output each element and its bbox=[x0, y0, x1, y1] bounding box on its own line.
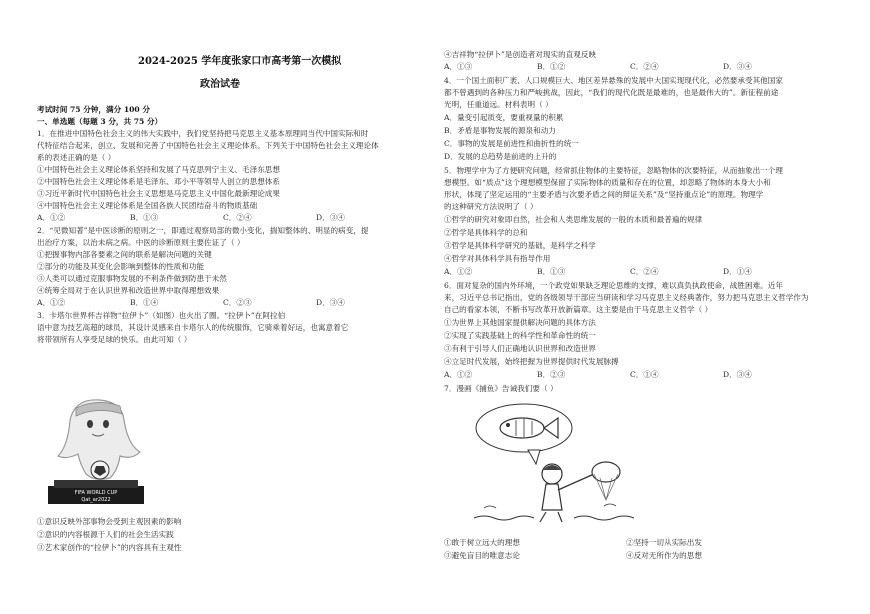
q5-option-b[interactable]: B．①③ bbox=[537, 267, 566, 276]
q1-item: ②中国特色社会主义理论体系是毛泽东、邓小平等领导人创立的思想体系 bbox=[37, 177, 280, 186]
q5-item: ②哲学是具体科学的总和 bbox=[444, 228, 528, 237]
q1-stem-line: 1．在推进中国特色社会主义的伟大实践中，我们党坚持把马克思主义基本原理同当代中国实际和时 bbox=[37, 129, 369, 138]
q5-stem-line: 的这种研究方法说明了（ ） bbox=[444, 202, 538, 211]
q5-stem-line: 想模型。如“质点”这个理想模型保留了实际物体的质量和存在的位置，却忽略了物体的本身大小和 bbox=[444, 178, 771, 187]
q1-stem-line: 系的表述正确的是（ ） bbox=[37, 153, 116, 162]
fishing-cartoon bbox=[454, 400, 644, 528]
q3-option-c[interactable]: C．②④ bbox=[630, 62, 659, 71]
q6-option-a[interactable]: A．①② bbox=[444, 370, 473, 379]
q2-item: ②部分的功能及其变化会影响到整体的性质和功能 bbox=[37, 262, 205, 271]
q4-option-b[interactable]: B．矛盾是事物发展的源泉和动力 bbox=[444, 126, 556, 135]
mascot-figure bbox=[40, 390, 160, 510]
q3-stem-line: 3．卡塔尔世界杯吉祥物“拉伊卜”（如图）也火出了圈。“拉伊卜”在阿拉伯 bbox=[37, 311, 286, 320]
man-body bbox=[542, 484, 562, 510]
q5-option-d[interactable]: D．①④ bbox=[723, 267, 752, 276]
q2-option-d[interactable]: D．③④ bbox=[316, 298, 345, 307]
q5-item: ①哲学的研究对象即自然，社会和人类思维发展的一般的本质和最普遍的规律 bbox=[444, 215, 703, 224]
q3-item: ②意识的内容根源于人们的社会生活实践 bbox=[37, 530, 174, 539]
q3-item: ④吉祥物“拉伊卜”是创造者对现实的直观反映 bbox=[444, 50, 597, 59]
q5-stem-line: 形状，体现了坚定运用的“主要矛盾与次要矛盾之间的辩证关系”及“坚持重点论”的原理。物理学 bbox=[444, 190, 764, 199]
fish-icon bbox=[500, 418, 544, 438]
q4-stem-line: 光明，任重道远。材料表明（ ） bbox=[444, 100, 553, 109]
q6-option-d[interactable]: D．③④ bbox=[723, 370, 752, 379]
man-legs bbox=[540, 512, 562, 522]
q3-option-b[interactable]: B．①② bbox=[537, 62, 566, 71]
q3-stem-line: 将带领所有人享受足球的快乐。由此可知（ ） bbox=[37, 335, 192, 344]
q7-stem: 7．漫画《捕鱼》告诫我们要（ ） bbox=[444, 384, 558, 393]
q3-option-a[interactable]: A．①③ bbox=[444, 62, 473, 71]
q3-item: ①意识反映外部事物会受到主观因素的影响 bbox=[37, 517, 182, 526]
q7-item: ①敢于树立远大的理想 bbox=[444, 538, 520, 547]
q6-stem-line: 6．面对复杂的国内外环境，一个政党如果缺乏理论思维的支撑，难以真负执政使命，战胜困难。近年 bbox=[444, 281, 783, 290]
exam-title: 2024-2025 学年度张家口市高考第一次模拟 bbox=[138, 56, 342, 67]
q6-stem-line: 来，习近平总书记指出，党的各级领导干部应当研读和学习马克思主义经典著作，努力把马克思主义哲学作为 bbox=[444, 293, 809, 302]
q3-item: ③艺术家创作的“拉伊卜”的内容具有主观性 bbox=[37, 543, 182, 552]
q3-option-d[interactable]: D．③④ bbox=[723, 62, 752, 71]
q6-option-c[interactable]: C．①④ bbox=[630, 370, 659, 379]
mascot-eye bbox=[87, 420, 93, 428]
q1-option-b[interactable]: B．①③ bbox=[130, 213, 159, 222]
section-heading: 一、单选题（每题 3 分，共 75 分） bbox=[37, 117, 163, 126]
q4-stem-line: 都不曾遇到的各种压力和严峻挑战，因此，“我们的现代化既是最难的，也是最伟大的”。新征程前途 bbox=[444, 88, 779, 97]
base-label-line2: Qat_ar2022 bbox=[81, 497, 111, 503]
q7-item: ③避免盲目的唯意志论 bbox=[444, 551, 520, 560]
q2-item: ①把握事物内部各要素之间的联系是解决问题的关键 bbox=[37, 250, 212, 259]
q1-item: ①中国特色社会主义理论体系坚持和发展了马克思列宁主义、毛泽东思想 bbox=[37, 165, 280, 174]
q5-item: ④哲学对具体科学具有指导作用 bbox=[444, 254, 551, 263]
exam-info: 考试时间 75 分钟，满分 100 分 bbox=[37, 105, 150, 114]
q2-option-c[interactable]: C．②③ bbox=[223, 298, 252, 307]
q6-item: ②实现了实践基础上的科学性和革命性的统一 bbox=[444, 331, 596, 340]
q7-item: ②坚持一切从实际出发 bbox=[626, 538, 702, 547]
q2-option-b[interactable]: B．①④ bbox=[130, 298, 159, 307]
q1-stem-line: 代特征结合起来，创立、发展和完善了中国特色社会主义理论体系。下列关于中国特色社会主义理论体 bbox=[37, 141, 379, 150]
q7-item: ④反对无所作为的思想 bbox=[626, 551, 702, 560]
q6-option-b[interactable]: B．②③ bbox=[537, 370, 566, 379]
mascot-base-top bbox=[54, 480, 138, 488]
q6-stem-line: 自己的看家本领，不断书写改革开放新篇章。这主要是由于马克思主义哲学（ ） bbox=[444, 305, 713, 314]
q2-item: ④统筹全局对于在认识世界和改造世界中取得理想效果 bbox=[37, 286, 220, 295]
q4-option-a[interactable]: A．量变引起质变，要重视量的积累 bbox=[444, 113, 564, 122]
q6-item: ③有利于引导人们正确地认识世界和改造世界 bbox=[444, 344, 596, 353]
q4-option-d[interactable]: D．发展的总趋势是前进的上升的 bbox=[444, 152, 557, 161]
base-label-line1: FIFA WORLD CUP bbox=[74, 490, 118, 496]
q4-stem-line: 4．一个国土面积广袤、人口规模巨大、地区差异悬殊的发展中大国实现现代化，必然要承受其他国家 bbox=[444, 76, 783, 85]
q5-option-c[interactable]: C．②④ bbox=[630, 267, 659, 276]
fish-eye bbox=[506, 423, 510, 427]
q1-item: ③习近平新时代中国特色社会主义思想是马克思主义中国化最新理论成果 bbox=[37, 189, 280, 198]
q2-stem-line: 出治疗方案，以治未病之病。中医的诊断原则主要佐证了（ ） bbox=[37, 238, 245, 247]
q2-item: ③人类可以通过克服事物发展的不利条件做到防患于未然 bbox=[37, 274, 227, 283]
q6-item: ④立足时代发展，始终把握为世界提供时代发展脉搏 bbox=[444, 357, 619, 366]
exam-subtitle: 政治试卷 bbox=[200, 79, 240, 90]
q5-option-a[interactable]: A．①② bbox=[444, 267, 473, 276]
q3-stem-line: 语中意为技艺高超的球员，其设计灵感来自卡塔尔人的传统服饰，它骑乘着好运，也寓意着它 bbox=[37, 323, 349, 332]
q5-item: ③哲学是具体科学研究的基础，是科学之科学 bbox=[444, 241, 596, 250]
q5-stem-line: 5．物理学中为了方便研究问题，经常抓住物体的主要特征，忽略物体的次要特征，从而抽象出一个理 bbox=[444, 166, 783, 175]
q1-item: ④中国特色社会主义理论体系是全国各族人民团结奋斗的物质基础 bbox=[37, 201, 258, 210]
q6-item: ①为世界上其他国家提供解决问题的具体方法 bbox=[444, 318, 596, 327]
q1-option-c[interactable]: C．②④ bbox=[223, 213, 252, 222]
q2-stem-line: 2．“见微知著”是中医诊断的原则之一，即通过观察局部的微小变化，揣知整体的、明显的病变，提 bbox=[37, 226, 369, 235]
q1-option-a[interactable]: A．①② bbox=[37, 213, 66, 222]
q4-option-c[interactable]: C．事物的发展是前进性和曲折性的统一 bbox=[444, 139, 579, 148]
q2-option-a[interactable]: A．①② bbox=[37, 298, 66, 307]
speech-bubble-tail bbox=[528, 450, 540, 464]
q1-option-d[interactable]: D．③④ bbox=[316, 213, 345, 222]
mascot-eye bbox=[103, 420, 109, 428]
water-waves bbox=[474, 516, 634, 520]
net-handle bbox=[558, 474, 594, 490]
